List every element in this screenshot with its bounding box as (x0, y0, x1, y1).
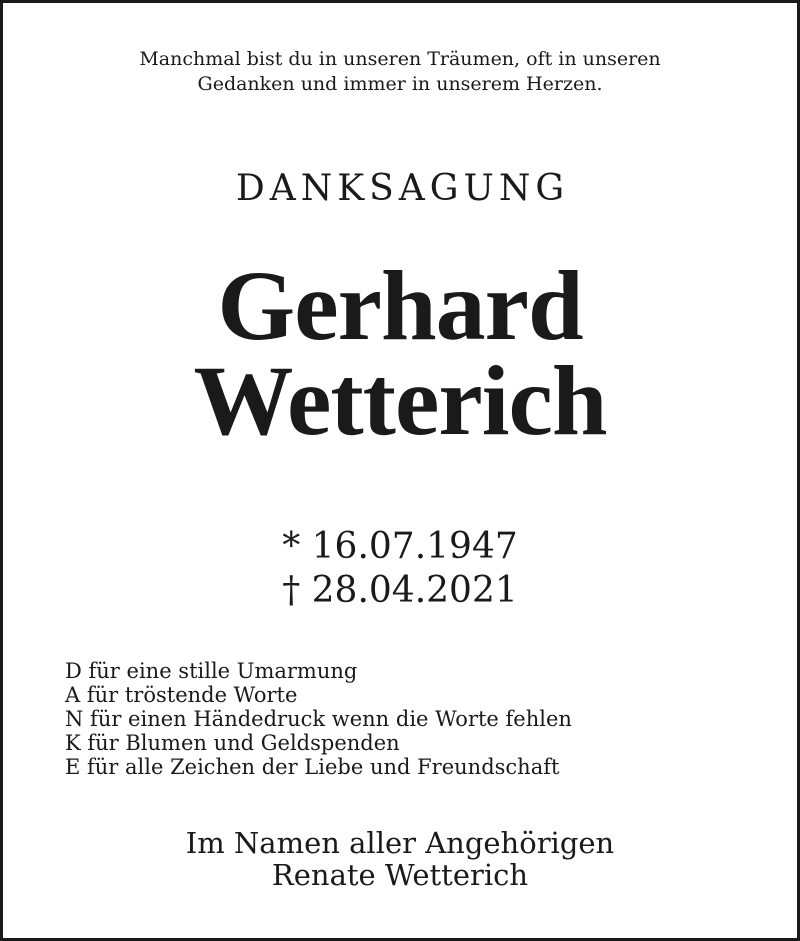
acrostic-line-n: N für einen Händedruck wenn die Worte fehlen (65, 707, 572, 731)
signature-block (3, 827, 797, 891)
motto-line-2: Gedanken und immer in unserem Herzen. (197, 73, 603, 95)
motto-line-1: Manchmal bist du in unseren Träumen, oft in unseren (139, 48, 661, 70)
life-dates (3, 525, 797, 613)
signature-line-2: Renate Wetterich (271, 858, 529, 892)
signature-line-1: Im Namen aller Angehörigen (185, 826, 615, 860)
heading-danksagung: DANKSAGUNG (235, 168, 570, 209)
acrostic-list (65, 659, 572, 779)
acrostic-line-k: K für Blumen und Geldspenden (65, 731, 400, 755)
deceased-name (3, 250, 797, 456)
last-name: Wetterich (193, 345, 607, 456)
first-name: Gerhard (217, 250, 583, 361)
death-date: † 28.04.2021 (282, 570, 518, 611)
acrostic-line-d: D für eine stille Umarmung (65, 659, 358, 683)
birth-date: * 16.07.1947 (282, 526, 518, 567)
acrostic-line-a: A für tröstende Worte (65, 683, 298, 707)
acrostic-line-e: E für alle Zeichen der Liebe und Freundschaft (65, 755, 560, 779)
motto-quote (3, 47, 797, 97)
